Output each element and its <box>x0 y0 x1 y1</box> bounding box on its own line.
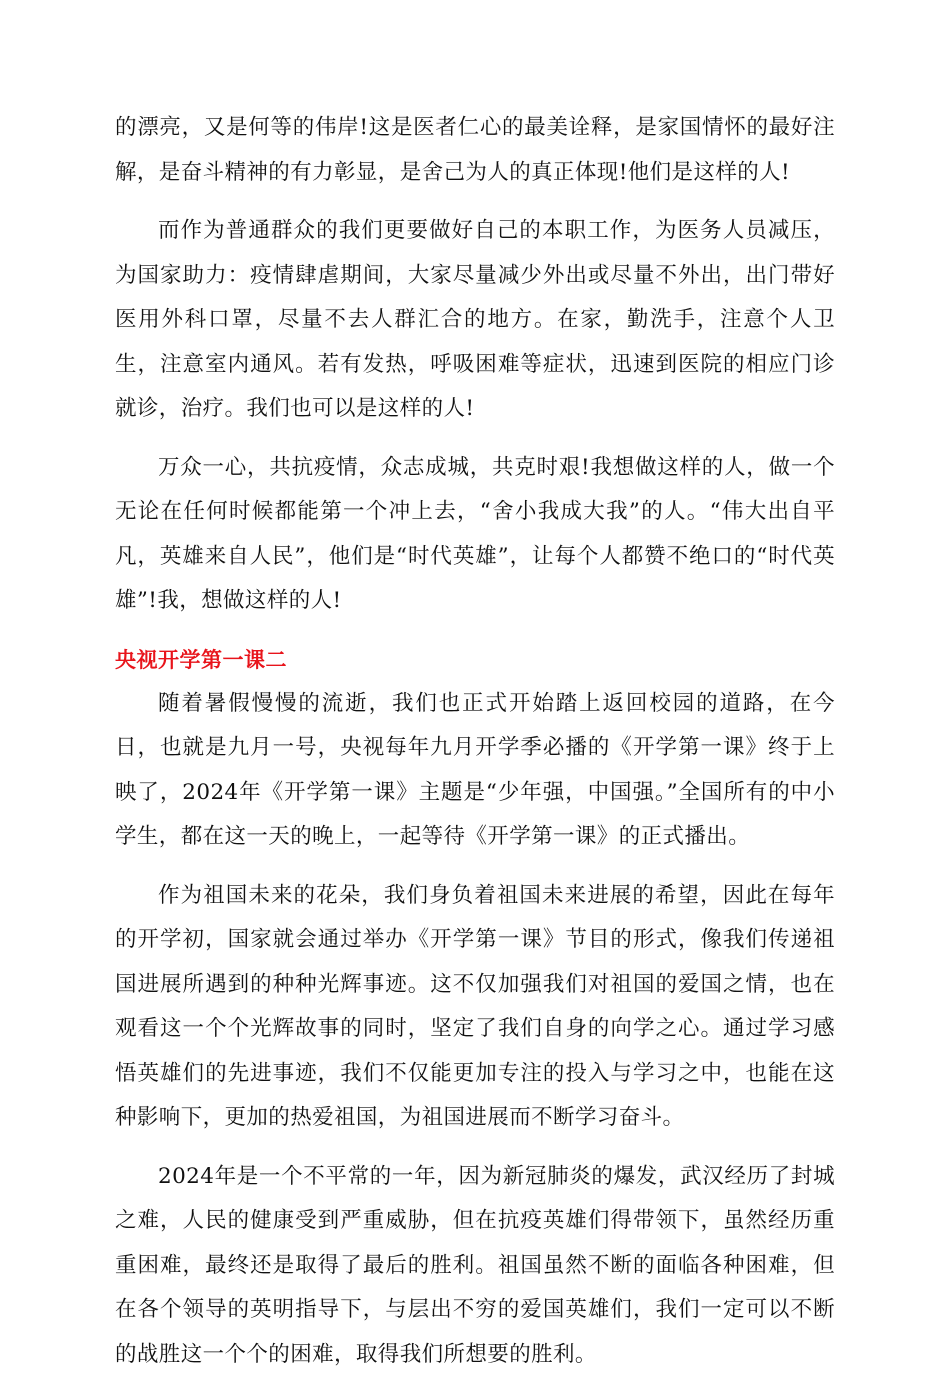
paragraph-public-duty: 而作为普通群众的我们更要做好自己的本职工作，为医务人员减压，为国家助力：疫情肆虐期间，大家尽量减少外出或尽量不外出，出门带好医用外科口罩，尽量不去人群汇合的地方。在家，勤洗手，注意个人卫生，注意室内通风。若有发热，呼吸困难等症状，迅速到医院的相应门诊就诊，治疗。我们也可以是这样的人! <box>115 218 835 421</box>
paragraph-school-start: 随着暑假慢慢的流逝，我们也正式开始踏上返回校园的道路，在今日，也就是九月一号，央视每年九月开学季必播的《开学第一课》终于上映了，2024年《开学第一课》主题是“少年强，中国强。”全国所有的中小学生，都在这一天的晚上，一起等待《开学第一课》的正式播出。 <box>115 690 835 849</box>
paragraph-continuation: 的漂亮，又是何等的伟岸!这是医者仁心的最美诠释，是家国情怀的最好注解，是奋斗精神的有力彰显，是舍己为人的真正体现!他们是这样的人! <box>115 115 835 185</box>
document-page <box>115 106 835 1391</box>
paragraph-want-to-be: 万众一心，共抗疫情，众志成城，共克时艰!我想做这样的人，做一个无论在任何时候都能第一个冲上去，“舍小我成大我”的人。“伟大出自平凡，英雄来自人民”，他们是“时代英雄”，让每个人都赞不绝口的“时代英雄”!我，想做这样的人! <box>115 454 835 613</box>
paragraph-2024-year: 2024年是一个不平常的一年，因为新冠肺炎的爆发，武汉经历了封城之难，人民的健康受到严重威胁，但在抗疫英雄们得带领下，虽然经历重重困难，最终还是取得了最后的胜利。祖国虽然不断的面临各种困难，但在各个领导的英明指导下，与层出不穷的爱国英雄们，我们一定可以不断的战胜这一个个的困难，取得我们所想要的胜利。 <box>115 1163 835 1367</box>
paragraph-future-flowers: 作为祖国未来的花朵，我们身负着祖国未来进展的希望，因此在每年的开学初，国家就会通过举办《开学第一课》节目的形式，像我们传递祖国进展所遇到的种种光辉事迹。这不仅加强我们对祖国的爱国之情，也在观看这一个个光辉故事的同时，坚定了我们自身的向学之心。通过学习感悟英雄们的先进事迹，我们不仅能更加专注的投入与学习之中，也能在这种影响下，更加的热爱祖国，为祖国进展而不断学习奋斗。 <box>115 882 835 1130</box>
section-heading: 央视开学第一课二 <box>115 647 287 672</box>
